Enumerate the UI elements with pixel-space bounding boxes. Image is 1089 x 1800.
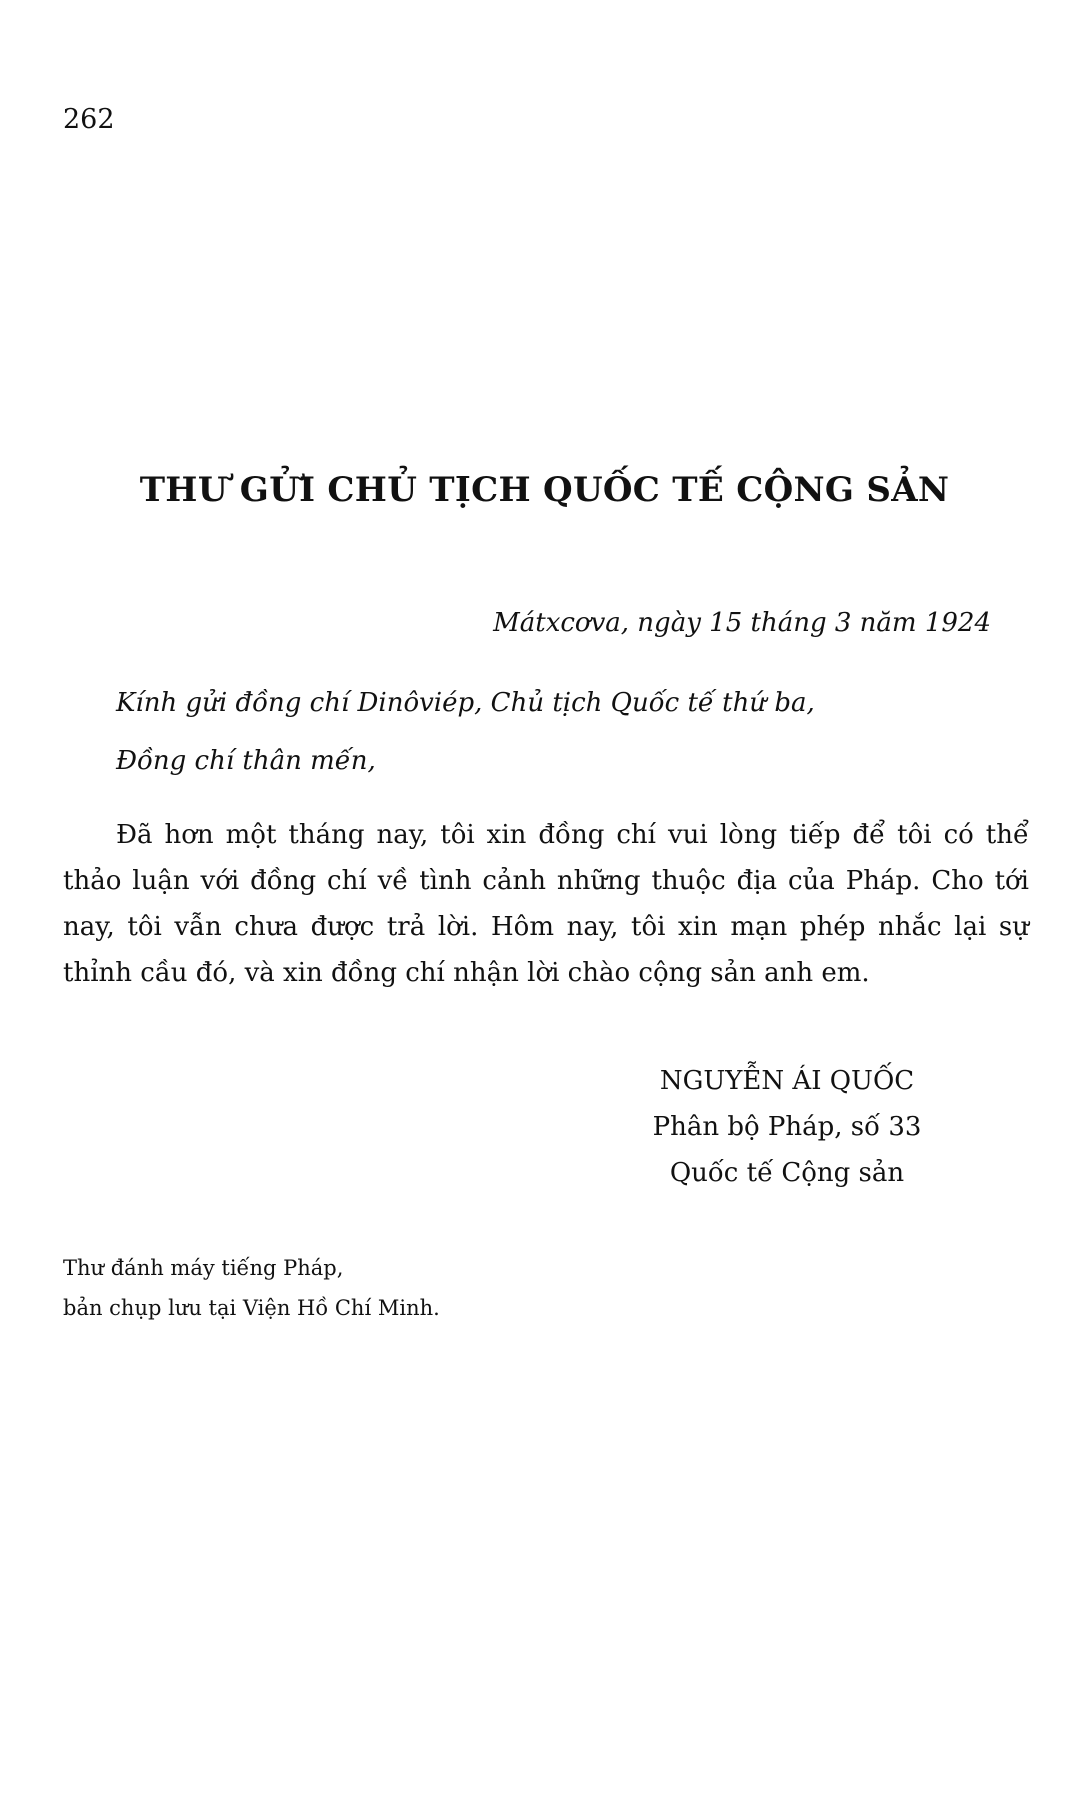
signature-organization: Quốc tế Cộng sản: [669, 1158, 905, 1188]
signature-name: NGUYỄN ÁI QUỐC: [659, 1066, 915, 1096]
page-title: THƯ GỬI CHỦ TỊCH QUỐC TẾ CỘNG SẢN: [139, 470, 950, 510]
greeting: Đồng chí thân mến,: [116, 746, 376, 776]
source-note-line: bản chụp lưu tại Viện Hồ Chí Minh.: [63, 1296, 440, 1320]
signature-block: [600, 1058, 974, 1196]
salutation: Kính gửi đồng chí Dinôviép, Chủ tịch Quốc tế thứ ba,: [116, 688, 815, 718]
source-note-line: Thư đánh máy tiếng Pháp,: [63, 1256, 344, 1280]
letter-body: Đã hơn một tháng nay, tôi xin đồng chí vui lòng tiếp để tôi có thể thảo luận với đồng chí về tình cảnh những thuộc địa của Pháp. Cho tới nay, tôi vẫn chưa được trả lời. Hôm nay, tôi xin mạn phép nhắc lại sự thỉnh cầu đó, và xin đồng chí nhận lời chào cộng sản anh em.: [63, 820, 1029, 988]
source-note: [63, 1248, 440, 1328]
page-number: 262: [63, 104, 115, 135]
signature-affiliation: Phân bộ Pháp, số 33: [652, 1112, 922, 1142]
date-line: Mátxcơva, ngày 15 tháng 3 năm 1924: [493, 608, 991, 638]
